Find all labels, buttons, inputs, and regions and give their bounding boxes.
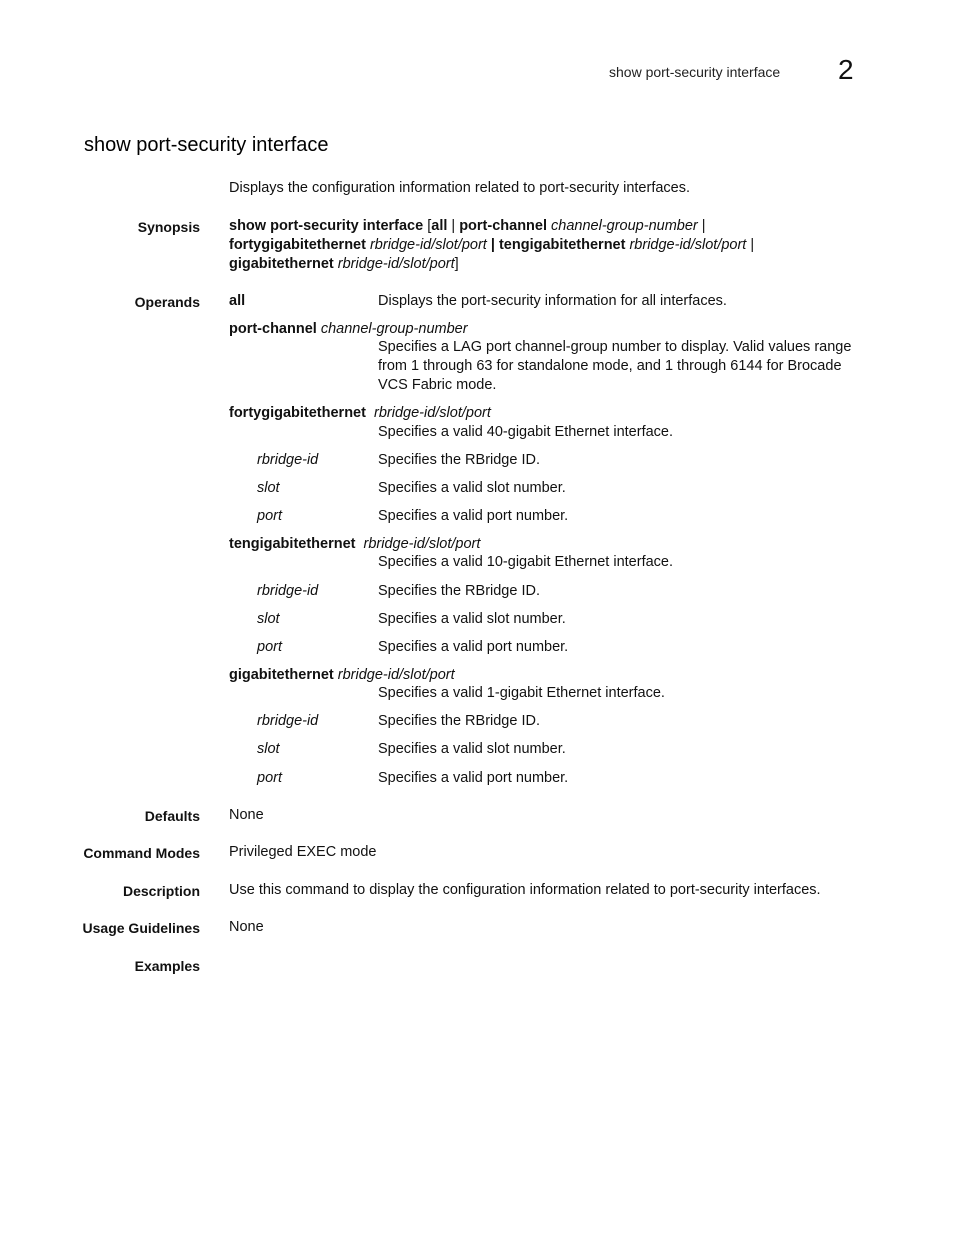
label-command-modes: Command Modes xyxy=(83,845,200,861)
sub-operand-name: port xyxy=(257,639,282,655)
label-defaults: Defaults xyxy=(144,808,200,824)
sub-operand-name: rbridge-id xyxy=(257,713,319,729)
sub-operand-name: slot xyxy=(257,480,280,496)
page-title: show port-security interface xyxy=(84,134,329,156)
sub-operand-name: slot xyxy=(257,611,280,627)
sub-operand-desc: Specifies a valid slot number. xyxy=(378,741,566,757)
sub-operand-desc: Specifies a valid slot number. xyxy=(378,611,566,627)
syn-port-channel: port-channel xyxy=(459,218,548,234)
operand-gig-desc: Specifies a valid 1-gigabit Ethernet interface. xyxy=(378,685,665,701)
operand-term: port-channel xyxy=(229,321,317,337)
description-value: Use this command to display the configuration information related to port-security interfaces. xyxy=(229,882,821,898)
chapter-number: 2 xyxy=(838,54,854,85)
syn-pipe: | xyxy=(447,218,460,234)
syn-pipe: | xyxy=(697,218,706,234)
operand-tengig-desc: Specifies a valid 10-gigabit Ethernet interface. xyxy=(378,554,674,570)
sub-operand-name: slot xyxy=(257,741,280,757)
sub-operand-desc: Specifies the RBridge ID. xyxy=(378,452,540,468)
syn-path: rbridge-id/slot/port xyxy=(333,256,455,272)
syn-close-bracket: ] xyxy=(454,256,459,272)
syn-tengig: tengigabitethernet xyxy=(498,237,626,253)
syn-gig: gigabitethernet xyxy=(229,256,334,272)
operand-arg: rbridge-id/slot/port xyxy=(355,536,481,552)
sub-operand-name: port xyxy=(257,508,282,524)
syn-fortygig: fortygigabitethernet xyxy=(229,237,366,253)
intro-text: Displays the configuration information related to port-security interfaces. xyxy=(229,180,690,196)
operand-all-term: all xyxy=(229,293,246,309)
sub-operand-desc: Specifies a valid slot number. xyxy=(378,480,566,496)
command-modes-value: Privileged EXEC mode xyxy=(229,844,377,860)
operand-term: gigabitethernet xyxy=(229,667,334,683)
synopsis-text xyxy=(229,217,869,274)
sub-operand-desc: Specifies the RBridge ID. xyxy=(378,583,540,599)
operand-port-channel-term xyxy=(229,320,468,339)
syn-all: all xyxy=(431,218,448,234)
operand-fortygig-desc: Specifies a valid 40-gigabit Ethernet interface. xyxy=(378,424,674,440)
usage-guidelines-value: None xyxy=(229,919,264,935)
defaults-value: None xyxy=(229,807,264,823)
sub-operand-name: rbridge-id xyxy=(257,583,319,599)
operand-term: fortygigabitethernet xyxy=(229,405,366,421)
operand-arg: rbridge-id/slot/port xyxy=(365,405,491,421)
operand-all-desc: Displays the port-security information for all interfaces. xyxy=(378,293,727,309)
syn-open-bracket: [ xyxy=(423,218,432,234)
syn-path: rbridge-id/slot/port xyxy=(365,237,487,253)
label-operands: Operands xyxy=(134,294,200,310)
syn-channel-group-number: channel-group-number xyxy=(547,218,698,234)
syn-pipe: | xyxy=(746,237,755,253)
syn-path: rbridge-id/slot/port xyxy=(625,237,747,253)
operand-arg: channel-group-number xyxy=(316,321,468,337)
operand-port-channel-desc: Specifies a LAG port channel-group number to display. Valid values range from 1 through 63 for standalone mode, and 1 through 6144 for Brocade VCS Fabric mode. xyxy=(378,339,852,393)
sub-operand-desc: Specifies a valid port number. xyxy=(378,639,569,655)
operand-fortygig-term xyxy=(229,404,491,423)
sub-operand-name: port xyxy=(257,770,282,786)
label-description: Description xyxy=(122,883,200,899)
operand-arg: rbridge-id/slot/port xyxy=(333,667,455,683)
label-examples: Examples xyxy=(134,958,200,974)
label-usage-guidelines: Usage Guidelines xyxy=(82,920,200,936)
syn-cmd: show port-security interface xyxy=(229,218,424,234)
operand-tengig-term xyxy=(229,535,480,554)
label-synopsis: Synopsis xyxy=(137,219,200,235)
sub-operand-desc: Specifies a valid port number. xyxy=(378,770,569,786)
operand-term: tengigabitethernet xyxy=(229,536,356,552)
sub-operand-desc: Specifies the RBridge ID. xyxy=(378,713,540,729)
sub-operand-name: rbridge-id xyxy=(257,452,319,468)
operand-gig-term xyxy=(229,666,455,685)
running-head: show port-security interface xyxy=(609,64,781,80)
sub-operand-desc: Specifies a valid port number. xyxy=(378,508,569,524)
syn-pipe: | xyxy=(486,237,499,253)
